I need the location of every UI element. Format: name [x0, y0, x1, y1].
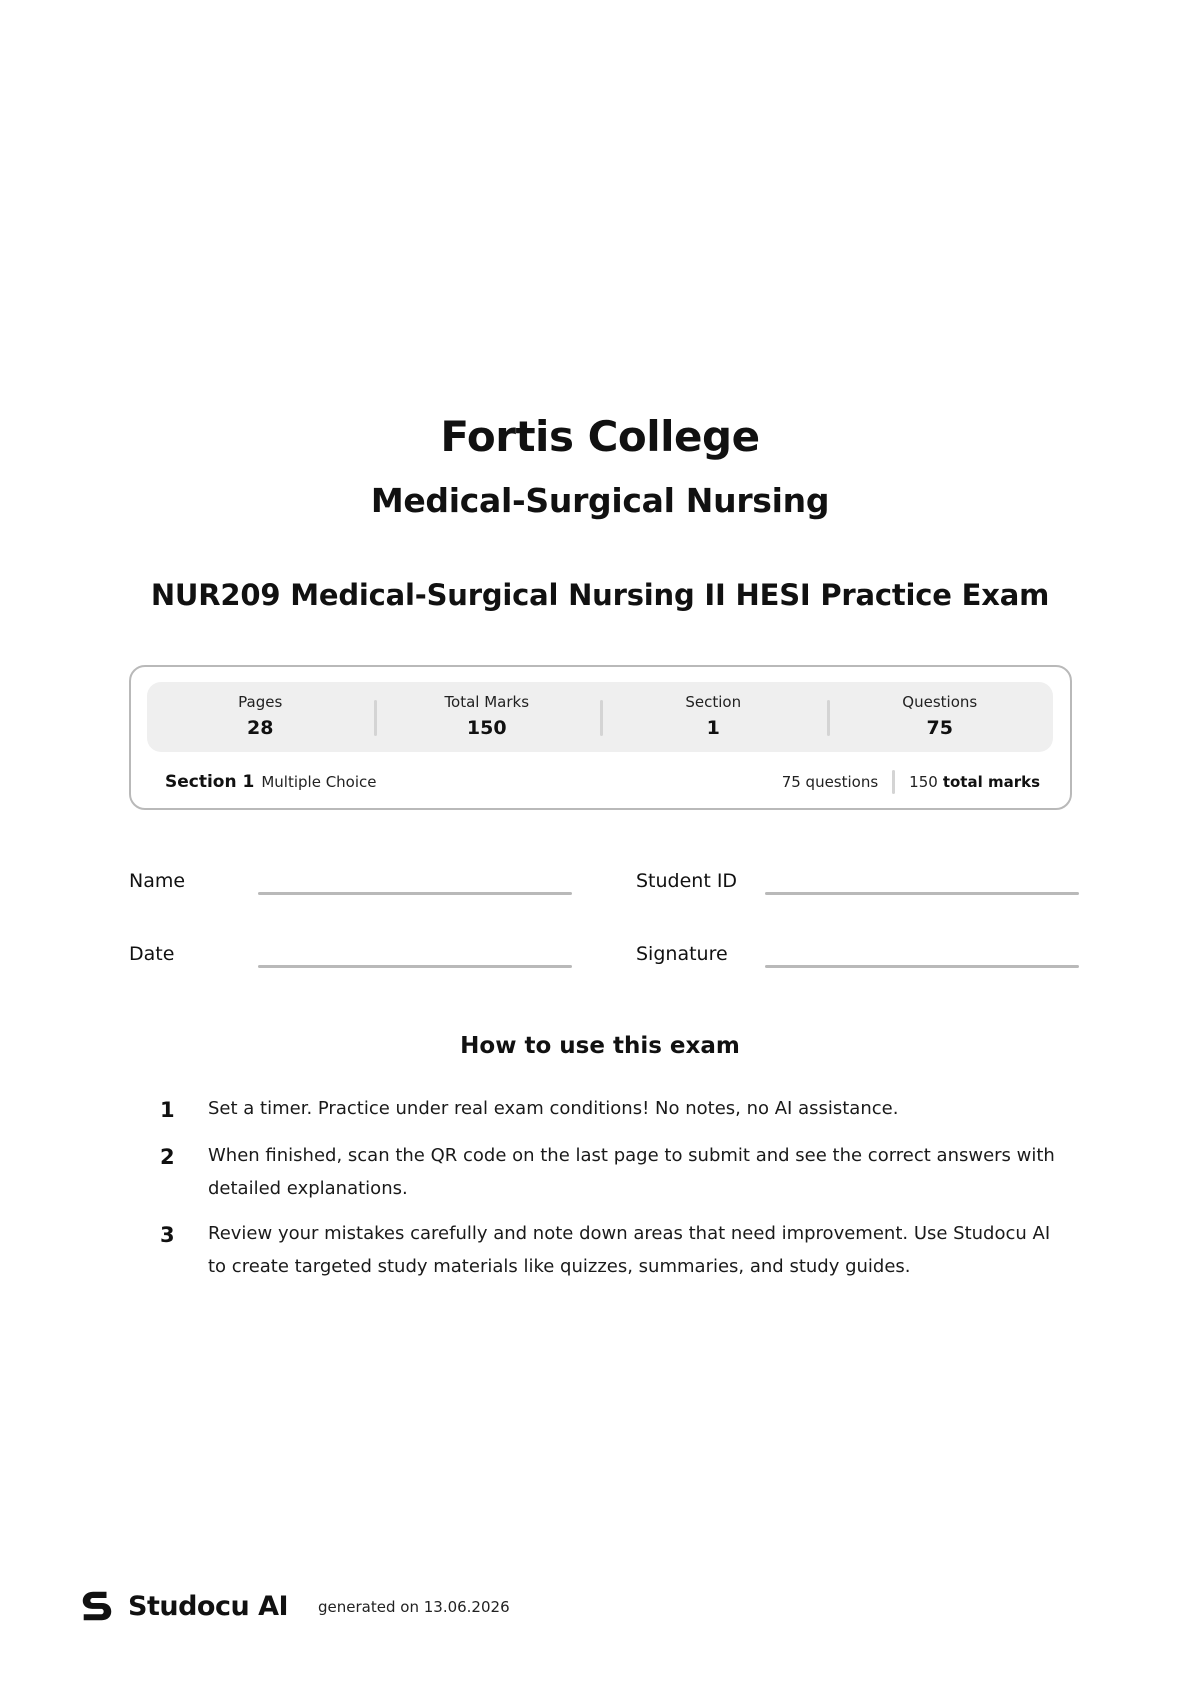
exam-stats-strip: [147, 682, 1053, 752]
name-field[interactable]: [129, 868, 572, 908]
howto-title: How to use this exam: [460, 1033, 740, 1059]
footer-brand: [78, 1585, 510, 1627]
stat-value: 1: [706, 717, 720, 739]
section-marks-label: total marks: [942, 773, 1040, 791]
signature-field[interactable]: [636, 941, 1079, 981]
step-text: Review your mistakes carefully and note down areas that need improvement. Use Studocu AI to create targeted study materials like quizzes, summaries, and study guides.: [208, 1223, 1051, 1277]
name-field-line[interactable]: [258, 892, 572, 895]
stat-label: Total Marks: [444, 693, 530, 711]
name-field-label: Name: [129, 870, 186, 892]
step-text: When finished, scan the QR code on the last page to submit and see the correct answers with detailed explanations.: [208, 1145, 1055, 1199]
course-name: Medical-Surgical Nursing: [370, 481, 830, 520]
studocu-logo-icon: [78, 1587, 116, 1625]
step-number: 2: [160, 1145, 175, 1169]
signature-field-label: Signature: [636, 943, 728, 965]
stat-questions: [827, 682, 1054, 752]
section-question-count: 75 questions: [781, 773, 879, 791]
date-field[interactable]: [129, 941, 572, 981]
section-marks-number: 150: [909, 773, 938, 791]
stat-pages: [147, 682, 374, 752]
institution-name: Fortis College: [440, 412, 760, 461]
howto-step: [160, 1217, 1060, 1283]
howto-step: [160, 1092, 1060, 1127]
section-type: Multiple Choice: [261, 773, 377, 791]
student-id-field[interactable]: [636, 868, 1079, 908]
exam-title: NUR209 Medical-Surgical Nursing II HESI Practice Exam: [150, 578, 1050, 612]
stat-value: 28: [247, 717, 274, 739]
brand-name: Studocu AI: [128, 1590, 289, 1622]
date-field-label: Date: [129, 943, 175, 965]
generated-date: generated on 13.06.2026: [318, 1598, 510, 1616]
stat-label: Section: [685, 693, 742, 711]
student-id-field-label: Student ID: [636, 870, 738, 892]
date-field-line[interactable]: [258, 965, 572, 968]
student-id-field-line[interactable]: [765, 892, 1079, 895]
step-text: Set a timer. Practice under real exam conditions! No notes, no AI assistance.: [208, 1098, 899, 1119]
section-summary-row: [165, 770, 1040, 794]
signature-field-line[interactable]: [765, 965, 1079, 968]
stat-value: 150: [466, 717, 507, 739]
stat-value: 75: [926, 717, 953, 739]
section-divider: [892, 770, 895, 794]
step-number: 1: [160, 1098, 175, 1122]
stat-total-marks: [374, 682, 601, 752]
howto-steps: [160, 1092, 1060, 1295]
step-number: 3: [160, 1223, 175, 1247]
stat-section: [600, 682, 827, 752]
stat-label: Questions: [902, 693, 978, 711]
section-name: Section 1: [165, 772, 255, 792]
howto-step: [160, 1139, 1060, 1205]
exam-summary-card: [129, 665, 1072, 810]
stat-label: Pages: [238, 693, 283, 711]
